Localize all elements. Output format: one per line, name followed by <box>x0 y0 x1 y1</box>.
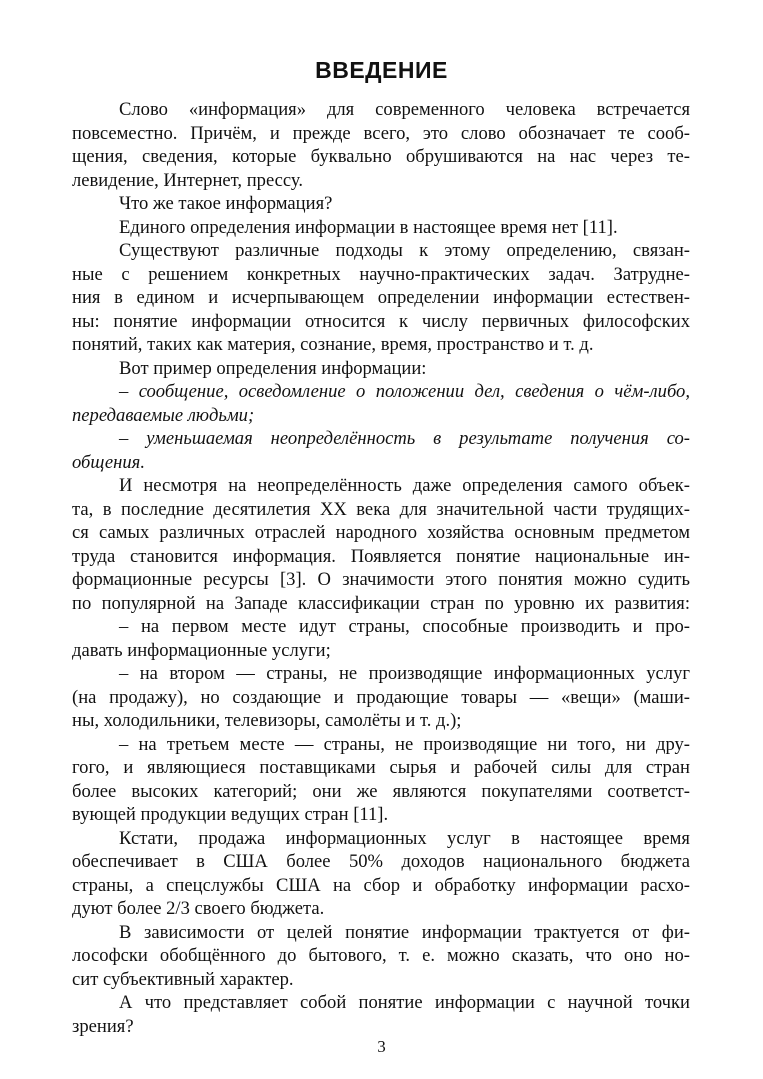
text-line: – уменьшаемая неопределённость в результате получения со- <box>119 428 690 449</box>
text-line: лософски обобщённого до бытового, т. е. можно сказать, что оно но- <box>72 945 690 966</box>
text-line: зрения? <box>72 1015 134 1037</box>
text-line: по популярной на Западе классификации стран по уровню их развития: <box>72 592 690 614</box>
text-line: повсеместно. Причём, и прежде всего, это слово обозначает те сооб- <box>72 122 690 144</box>
text-line: А что представляет собой понятие информации с научной точки <box>119 992 690 1013</box>
text-line: гого, и являющиеся поставщиками сырья и рабочей силы для стран <box>72 757 690 778</box>
text-line: страны, а спецслужбы США на сбор и обработку информации расхо- <box>72 874 690 896</box>
text-line: та, в последние десятилетия XX века для значительной части трудящих- <box>72 498 690 520</box>
text-line: ные с решением конкретных научно-практических задач. Затрудне- <box>72 263 690 285</box>
text-line: формационные ресурсы [3]. О значимости этого понятия можно судить <box>72 569 690 590</box>
text-line: передаваемые людьми; <box>72 404 255 426</box>
text-line: ния в едином и исчерпывающем определении информации естествен- <box>72 287 690 308</box>
text-line: И несмотря на неопределённость даже определения самого объек- <box>119 475 690 496</box>
text-line: Единого определения информации в настоящее время нет [11]. <box>119 216 618 238</box>
page-number: 3 <box>377 1037 386 1056</box>
text-line: Что же такое информация? <box>119 193 333 214</box>
text-line: ны, холодильники, телевизоры, самолёты и т. д.); <box>72 710 462 731</box>
text-line: Вот пример определения информации: <box>119 357 427 379</box>
text-line: – сообщение, осведомление о положении дел, сведения о чём-либо, <box>119 381 690 402</box>
text-line: Слово «информация» для современного человека встречается <box>119 99 690 120</box>
text-line: В зависимости от целей понятие информации трактуется от фи- <box>119 921 690 943</box>
text-line: ны: понятие информации относится к числу первичных философских <box>72 310 690 332</box>
text-line: щения, сведения, которые буквально обрушиваются на нас через те- <box>72 146 690 167</box>
text-line: обеспечивает в США более 50% доходов национального бюджета <box>72 851 690 872</box>
text-line: труда становится информация. Появляется понятие национальные ин- <box>72 545 690 567</box>
text-line: общения. <box>72 451 145 473</box>
text-line: – на первом месте идут страны, способные производить и про- <box>119 616 690 637</box>
text-line: более высоких категорий; они же являются покупателями соответст- <box>72 780 690 802</box>
text-line: – на втором — страны, не производящие информационных услуг <box>119 663 690 684</box>
text-line: (на продажу), но создающие и продающие товары — «вещи» (маши- <box>72 686 690 708</box>
text-line: сит субъективный характер. <box>72 968 294 990</box>
text-line: дуют более 2/3 своего бюджета. <box>72 898 325 919</box>
text-line: понятий, таких как материя, сознание, время, пространство и т. д. <box>72 334 594 355</box>
text-line: левидение, Интернет, прессу. <box>72 169 304 191</box>
text-line: Кстати, продажа информационных услуг в настоящее время <box>119 827 690 849</box>
text-line: вующей продукции ведущих стран [11]. <box>72 804 389 825</box>
text-line: давать информационные услуги; <box>72 639 331 661</box>
text-line: ся самых различных отраслей народного хозяйства основным предметом <box>72 522 690 543</box>
text-line: – на третьем месте — страны, не производящие ни того, ни дру- <box>119 733 690 755</box>
text-line: Существуют различные подходы к этому определению, связан- <box>119 240 690 261</box>
body-text <box>72 98 690 1038</box>
chapter-title: ВВЕДЕНИЕ <box>315 57 448 83</box>
